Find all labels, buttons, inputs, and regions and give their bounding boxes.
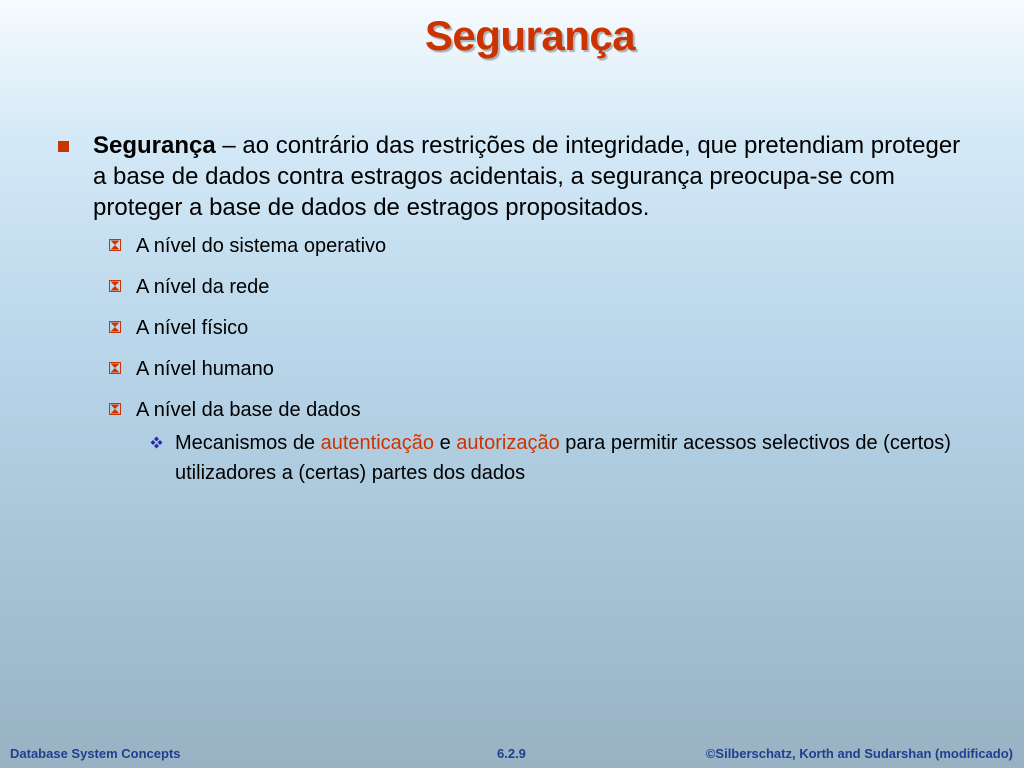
slide-content — [52, 130, 972, 488]
sub-bullet — [52, 428, 995, 488]
sub-bullet-text-3: para permitir acessos selectivos de (certos) utilizadores a (certas) partes dos dados — [175, 432, 951, 484]
footer-left: Database System Concepts — [10, 746, 181, 761]
list-item — [52, 233, 972, 259]
main-bullet-text: – ao contrário das restrições de integridade, que pretendiam proteger a base de dados contra estragos acidentais, a segurança preocupa-se com proteger a base de dados de estragos propositados. — [93, 132, 961, 221]
level-list — [52, 233, 972, 423]
sub-bullet-text-1: Mecanismos de — [175, 432, 321, 454]
maltese-cross-bullet-icon — [109, 362, 121, 374]
sub-bullet-text-2: e — [434, 432, 457, 454]
level-item-text: A nível da base de dados — [136, 399, 361, 421]
slide-title: Segurança — [424, 12, 636, 59]
list-item — [52, 315, 972, 341]
maltese-cross-bullet-icon — [109, 403, 121, 415]
list-item — [52, 274, 972, 300]
square-bullet-icon — [58, 141, 69, 152]
slide-number: 6.2.9 — [497, 746, 526, 761]
maltese-cross-bullet-icon — [109, 239, 121, 251]
main-bullet — [52, 130, 972, 223]
footer-copyright: ©Silberschatz, Korth and Sudarshan (modificado) — [705, 746, 1013, 761]
list-item — [52, 397, 972, 423]
maltese-cross-bullet-icon — [109, 280, 121, 292]
maltese-cross-bullet-icon — [109, 321, 121, 333]
level-item-text: A nível do sistema operativo — [136, 235, 387, 257]
highlight-autorizacao: autorização — [456, 432, 560, 454]
level-item-text: A nível físico — [136, 317, 249, 339]
level-item-text: A nível humano — [136, 358, 274, 380]
list-item — [52, 356, 972, 382]
main-bullet-term: Segurança — [93, 132, 216, 159]
highlight-autenticacao: autenticação — [320, 432, 435, 454]
level-item-text: A nível da rede — [136, 276, 270, 298]
slide-footer — [0, 746, 1024, 764]
four-diamond-bullet-icon — [150, 436, 163, 449]
